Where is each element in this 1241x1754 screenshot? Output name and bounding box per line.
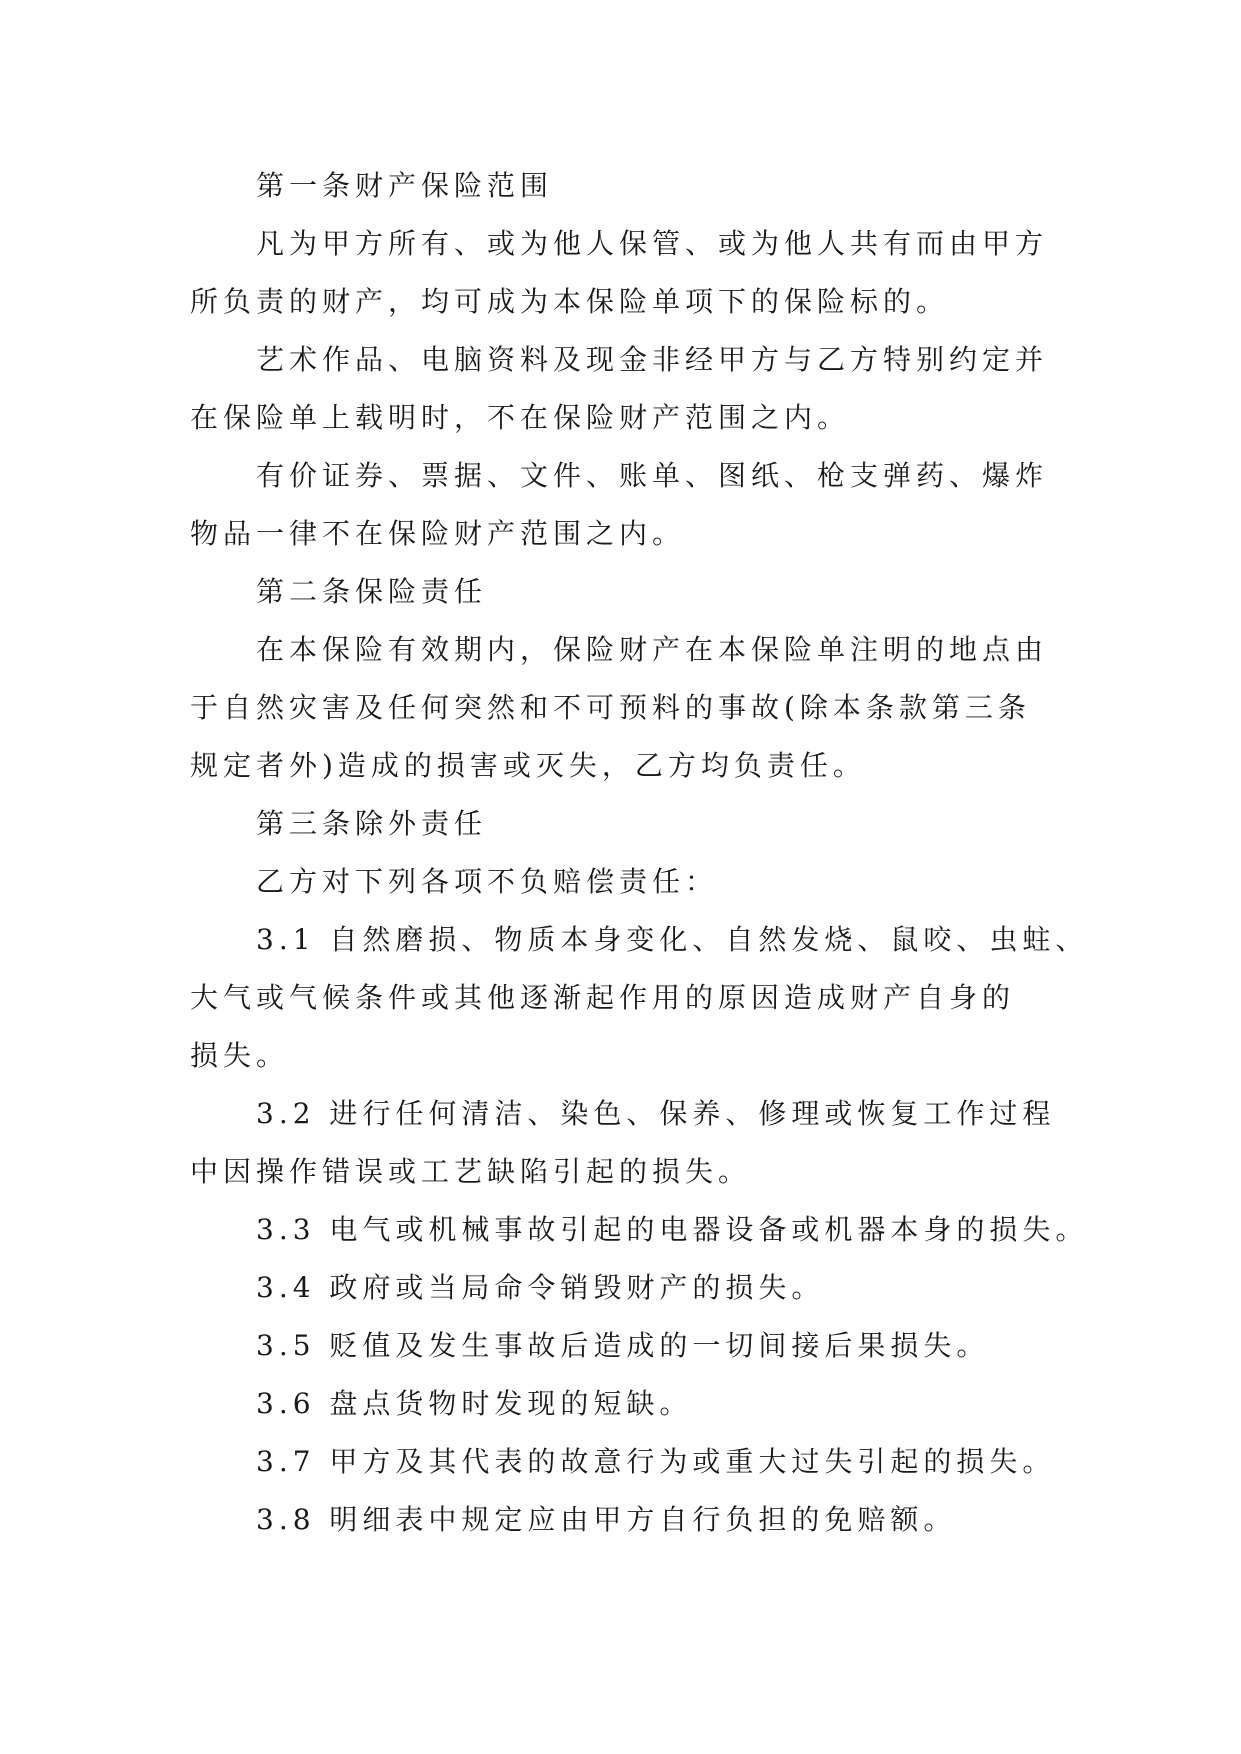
article-3-intro: 乙方对下列各项不负赔偿责任： xyxy=(256,865,719,898)
clause-3-6: 3.6 盘点货物时发现的短缺。 xyxy=(256,1387,693,1420)
article-1-paragraph-1: 凡为甲方所有、或为他人保管、或为他人共有而由甲方 所负责的财产，均可成为本保险单项下的保险标的。 xyxy=(190,227,1049,318)
article-1-paragraph-2: 艺术作品、电脑资料及现金非经甲方与乙方特别约定并 在保险单上载明时，不在保险财产范围之内。 xyxy=(190,343,1049,434)
clause-3-1: 3.1 自然磨损、物质本身变化、自然发烧、鼠咬、虫蛀、 大气或气候条件或其他逐渐起作用的原因造成财产自身的 损失。 xyxy=(190,923,1089,1072)
article-3-heading: 第三条除外责任 xyxy=(256,807,488,840)
clause-3-7: 3.7 甲方及其代表的故意行为或重大过失引起的损失。 xyxy=(256,1445,1056,1478)
article-2-heading: 第二条保险责任 xyxy=(256,575,488,608)
article-1-paragraph-3: 有价证券、票据、文件、账单、图纸、枪支弹药、爆炸 物品一律不在保险财产范围之内。 xyxy=(190,459,1049,550)
clause-3-8: 3.8 明细表中规定应由甲方自行负担的免赔额。 xyxy=(256,1503,957,1536)
article-1-heading: 第一条财产保险范围 xyxy=(256,169,554,202)
clause-3-3: 3.3 电气或机械事故引起的电器设备或机器本身的损失。 xyxy=(256,1213,1089,1246)
clause-3-4: 3.4 政府或当局命令销毁财产的损失。 xyxy=(256,1271,825,1304)
document-body xyxy=(190,157,1089,1549)
clause-3-5: 3.5 贬值及发生事故后造成的一切间接后果损失。 xyxy=(256,1329,990,1362)
clause-3-2: 3.2 进行任何清洁、染色、保养、修理或恢复工作过程 中因操作错误或工艺缺陷引起的损失。 xyxy=(190,1097,1056,1188)
article-2-paragraph-1: 在本保险有效期内，保险财产在本保险单注明的地点由 于自然灾害及任何突然和不可预料的事故(除本条款第三条 规定者外)造成的损害或灭失，乙方均负责任。 xyxy=(190,633,1049,782)
